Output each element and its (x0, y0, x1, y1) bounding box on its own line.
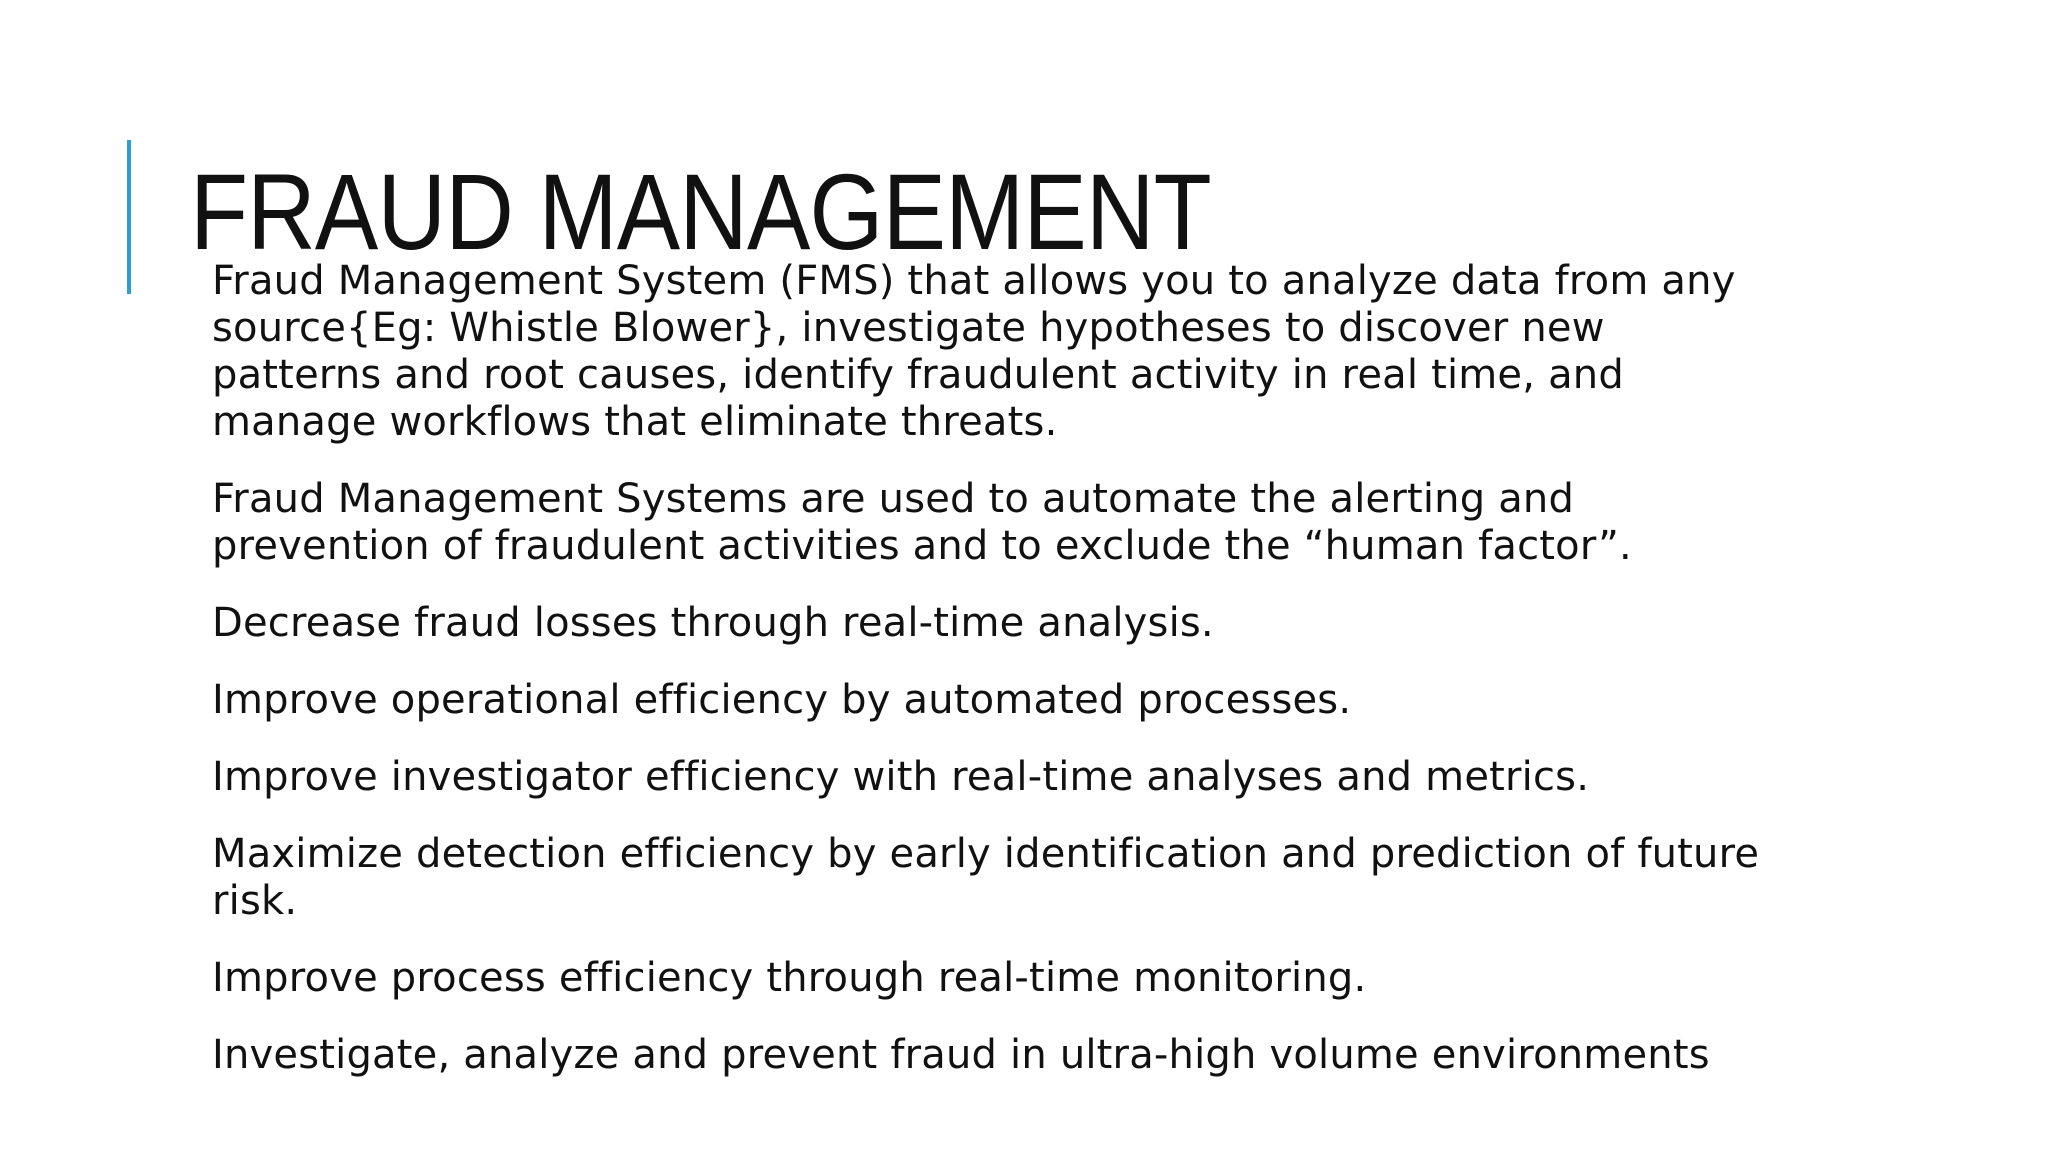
slide-body (212, 258, 1772, 1109)
paragraph-investigate-analyze: Investigate, analyze and prevent fraud in ultra-high volume environments (212, 1032, 1710, 1078)
paragraph-fms-definition: Fraud Management System (FMS) that allows you to analyze data from any source{Eg: Whistle Blower}, investigate hypotheses to discover new patterns and root causes, identify fraudulent activity in real time, and manage workflows that eliminate threats. (212, 258, 1736, 445)
paragraph-process-efficiency: Improve process efficiency through real-time monitoring. (212, 955, 1367, 1001)
paragraph-detection-efficiency: Maximize detection efficiency by early identification and prediction of future risk. (212, 831, 1760, 924)
paragraph-operational-efficiency: Improve operational efficiency by automated processes. (212, 677, 1352, 723)
paragraph-investigator-efficiency: Improve investigator efficiency with real-time analyses and metrics. (212, 754, 1590, 800)
paragraph-fms-purpose: Fraud Management Systems are used to automate the alerting and prevention of fraudulent activities and to exclude the “human factor”. (212, 476, 1632, 569)
paragraph-decrease-losses: Decrease fraud losses through real-time analysis. (212, 600, 1214, 646)
title-accent-bar (127, 140, 131, 294)
slide-title: FRAUD MANAGEMENT (190, 151, 1211, 272)
